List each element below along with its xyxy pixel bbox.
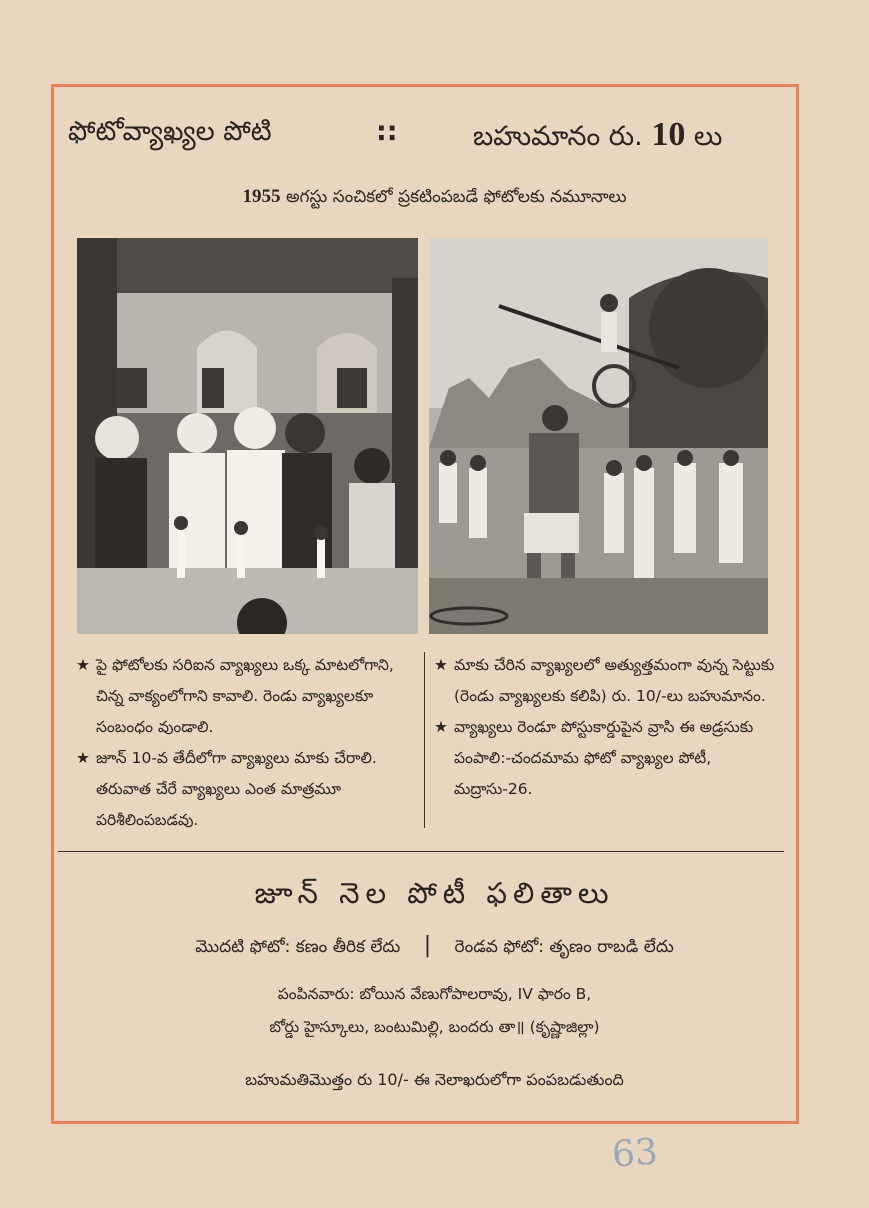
results-divider: | (423, 933, 432, 958)
star-icon: ★ (76, 749, 90, 767)
photo-results (0, 933, 869, 961)
photo-children-table (77, 238, 418, 634)
star-icon: ★ (76, 656, 90, 674)
rule-item (434, 712, 779, 805)
subtitle (0, 186, 869, 211)
prize-suffix: లు (693, 121, 723, 152)
column-divider (424, 652, 425, 828)
page-number: 63 (610, 1131, 660, 1176)
photo-rope-walker (429, 238, 768, 634)
star-icon: ★ (434, 718, 448, 736)
sender-address: బోర్డు హైస్కూలు, బంటుమిల్లి, బందరు తా॥ (కృష్ణాజిల్లా) (269, 1018, 600, 1036)
subtitle-text: అగస్టు సంచికలో ప్రకటింపబడే ఫోటోలకు నమూనాలు (285, 187, 627, 207)
rules-left-column (76, 650, 424, 836)
subtitle-year: 1955 (242, 186, 281, 207)
prize-prefix: బహుమానం రు. (473, 121, 643, 152)
second-photo-result: రెండవ ఫోటో: తృణం రాబడి లేదు (454, 937, 674, 957)
rule-text: పై ఫోటోలకు సరిఐన వ్యాఖ్యలు ఒక్క మాటలోగాని, చిన్న వాక్యంలోగాని కావాలి. రెండు వ్యాఖ్యలకూ సంబంధం వుండాలి. (96, 656, 394, 736)
rule-item (434, 650, 779, 712)
first-photo-result: మొదటి ఫోటో: కణం తీరిక లేదు (195, 937, 401, 957)
rules-right-column (434, 650, 779, 805)
contest-header (68, 116, 782, 160)
rule-text: వ్యాఖ్యలు రెండూ పోస్టుకార్డుపైన వ్రాసి ఈ అడ్రసుకు పంపాలి:-చందమామ ఫోటో వ్యాఖ్యల పోటీ, మద్రాసు-26. (454, 718, 754, 798)
section-divider (58, 851, 784, 852)
header-separator: :: (376, 116, 398, 147)
prize-amount: 10 (651, 116, 686, 153)
prize-heading (473, 116, 722, 159)
contest-title: ఫోటోవ్యాఖ్యల పోటి (68, 116, 272, 147)
results-title: జూన్ నెల పోటీ ఫలితాలు (254, 876, 615, 910)
rule-item (76, 650, 424, 743)
rule-item (76, 743, 424, 836)
rule-text: మాకు చేరిన వ్యాఖ్యలలో అత్యుత్తమంగా వున్న సెట్టుకు (రెండు వ్యాఖ్యలకు కలిపి) రు. 10/-లు బహుమానం. (454, 656, 775, 705)
sender-line: పంపినవారు: బోయిన వేణుగోపాలరావు, IV ఫారం B, (277, 985, 592, 1003)
rule-text: జూన్ 10-వ తేదీలోగా వ్యాఖ్యలు మాకు చేరాలి. తరువాత చేరే వ్యాఖ్యలు ఎంత మాత్రమూ పరిశీలింపబడవు. (96, 749, 377, 829)
prize-note: బహుమతిమొత్తం రు 10/- ఈ నెలాఖరులోగా పంపబడుతుంది (245, 1070, 624, 1089)
star-icon: ★ (434, 656, 448, 674)
